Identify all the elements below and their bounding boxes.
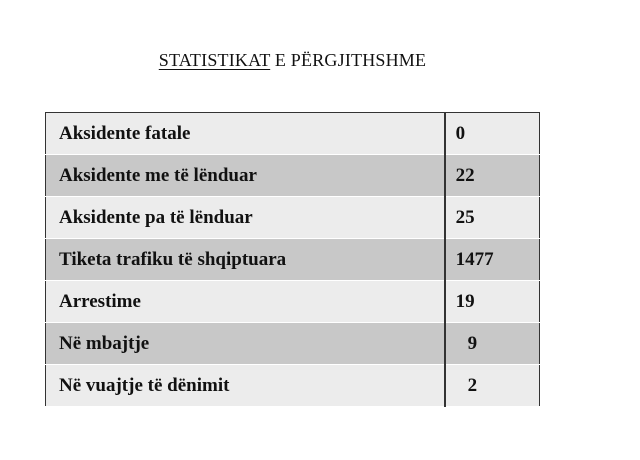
table-row bbox=[46, 239, 540, 281]
page-title bbox=[0, 50, 585, 71]
row-label: Aksidente fatale bbox=[46, 113, 445, 155]
row-label: Tiketa trafiku të shqiptuara bbox=[46, 239, 445, 281]
table-row bbox=[46, 281, 540, 323]
row-label: Aksidente me të lënduar bbox=[46, 155, 445, 197]
page-title-underlined: STATISTIKAT bbox=[158, 50, 271, 70]
row-value: 19 bbox=[445, 281, 540, 323]
statistics-table bbox=[45, 112, 540, 407]
row-value: 0 bbox=[445, 113, 540, 155]
row-label: Arrestime bbox=[46, 281, 445, 323]
row-label: Aksidente pa të lënduar bbox=[46, 197, 445, 239]
table-row bbox=[46, 197, 540, 239]
row-value: 1477 bbox=[445, 239, 540, 281]
table-row bbox=[46, 323, 540, 365]
row-value: 2 bbox=[445, 365, 540, 407]
table-row bbox=[46, 155, 540, 197]
row-label: Në mbajtje bbox=[46, 323, 445, 365]
row-value: 9 bbox=[445, 323, 540, 365]
row-value: 22 bbox=[445, 155, 540, 197]
table-row bbox=[46, 365, 540, 407]
page-title-rest: E PËRGJITHSHME bbox=[270, 50, 427, 70]
row-label: Në vuajtje të dënimit bbox=[46, 365, 445, 407]
table-row bbox=[46, 113, 540, 155]
row-value: 25 bbox=[445, 197, 540, 239]
